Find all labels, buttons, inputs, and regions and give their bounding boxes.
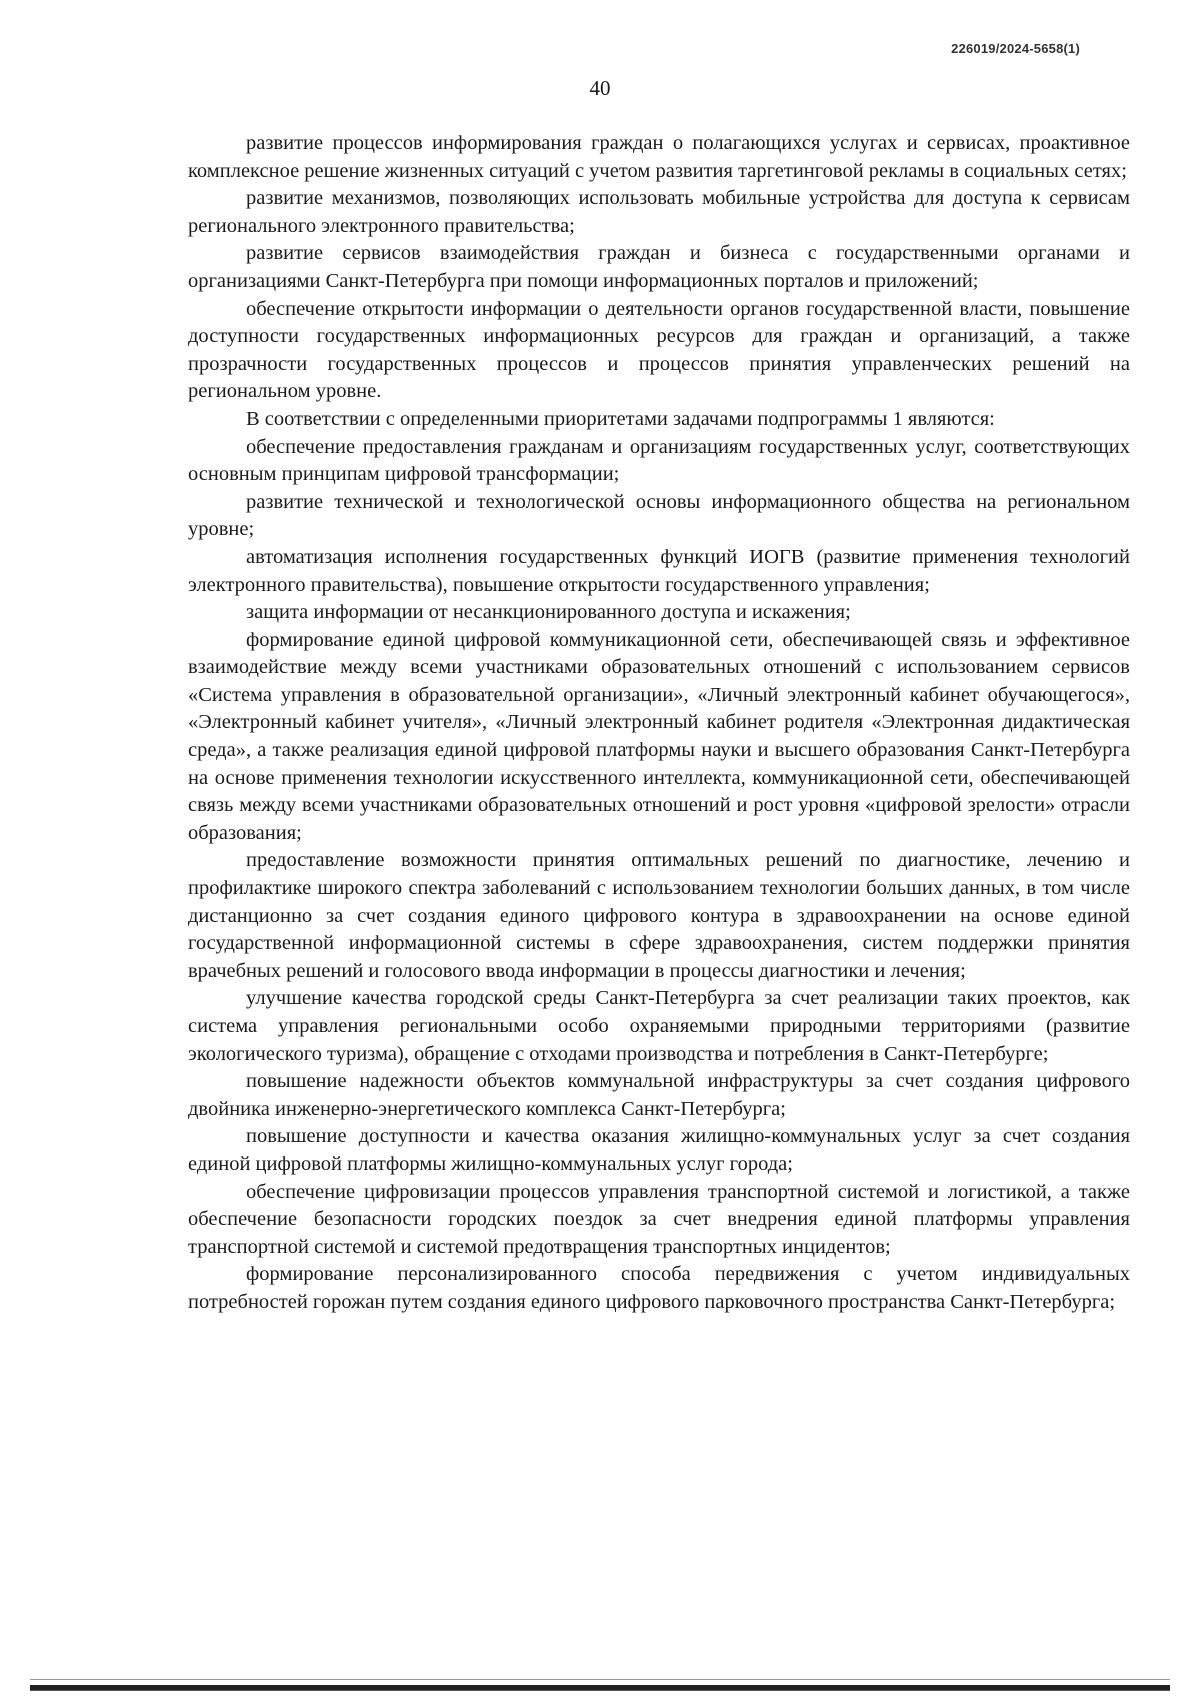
paragraph: обеспечение открытости информации о деятельности органов государственной власти, повышение доступности государственных информационных ресурсов для граждан и организаций, а также прозрачности государственных процессов и процессов принятия управленческих решений на региональном уровне. xyxy=(188,297,1130,403)
page-number: 40 xyxy=(589,76,611,100)
paragraph: развитие технической и технологической основы информационного общества на региональном уровне; xyxy=(188,490,1130,541)
document-body xyxy=(188,130,1130,1317)
paragraph: развитие механизмов, позволяющих использовать мобильные устройства для доступа к сервисам регионального электронного правительства; xyxy=(188,187,1130,237)
paragraph: улучшение качества городской среды Санкт-Петербурга за счет реализации таких проектов, как система управления региональными особо охраняемыми природными территориями (развитие экологического туризма), обращение с отходами производства и потребления в Санкт-Петербурге; xyxy=(188,987,1130,1065)
paragraph: обеспечение предоставления гражданам и организациям государственных услуг, соответствующих основным принципам цифровой трансформации; xyxy=(188,435,1130,486)
paragraph: автоматизация исполнения государственных функций ИОГВ (развитие применения технологий электронного правительства), повышение открытости государственного управления; xyxy=(188,545,1130,596)
scan-bottom-edge xyxy=(30,1685,1170,1690)
paragraph: обеспечение цифровизации процессов управления транспортной системой и логистикой, а также обеспечение безопасности городских поездок за счет внедрения единой платформы управления транспортной системой и системой предотвращения транспортных инцидентов; xyxy=(188,1180,1130,1258)
document-registration-number: 226019/2024-5658(1) xyxy=(951,41,1080,56)
paragraph: защита информации от несанкционированного доступа и искажения; xyxy=(246,601,851,624)
paragraph: предоставление возможности принятия оптимальных решений по диагностике, лечению и профилактике широкого спектра заболеваний с использованием технологии больших данных, в том числе дистанционно за счет создания единого цифрового контура в здравоохранении на основе единой государственной информационной системы в сфере здравоохранения, систем поддержки принятия врачебных решений и голосового ввода информации в процессы диагностики и лечения; xyxy=(188,849,1130,982)
paragraph: повышение доступности и качества оказания жилищно-коммунальных услуг за счет создания единой цифровой платформы жилищно-коммунальных услуг города; xyxy=(188,1125,1130,1175)
paragraph: развитие сервисов взаимодействия граждан и бизнеса с государственными органами и организациями Санкт-Петербурга при помощи информационных порталов и приложений; xyxy=(188,242,1130,292)
paragraph: развитие процессов информирования граждан о полагающихся услугах и сервисах, проактивное комплексное решение жизненных ситуаций с учетом развития таргетинговой рекламы в социальных сетях; xyxy=(188,132,1130,182)
paragraph: формирование персонализированного способа передвижения с учетом индивидуальных потребностей горожан путем создания единого цифрового парковочного пространства Санкт-Петербурга; xyxy=(188,1263,1130,1313)
paragraph: В соответствии с определенными приоритетами задачами подпрограммы 1 являются: xyxy=(246,407,995,430)
paragraph: формирование единой цифровой коммуникационной сети, обеспечивающей связь и эффективное взаимодействие между всеми участниками образовательных отношений с использованием сервисов «Система управления в образовательной организации», «Личный электронный кабинет обучающегося», «Электронный кабинет учителя», «Личный электронный кабинет родителя «Электронная дидактическая среда», а также реализация единой цифровой платформы науки и высшего образования Санкт-Петербурга на основе применения технологии искусственного интеллекта, коммуникационной сети, обеспечивающей связь между всеми участниками образовательных отношений и рост уровня «цифровой зрелости» отрасли образования; xyxy=(188,628,1130,844)
paragraph: повышение надежности объектов коммунальной инфраструктуры за счет создания цифрового двойника инженерно-энергетического комплекса Санкт-Петербурга; xyxy=(188,1070,1130,1120)
